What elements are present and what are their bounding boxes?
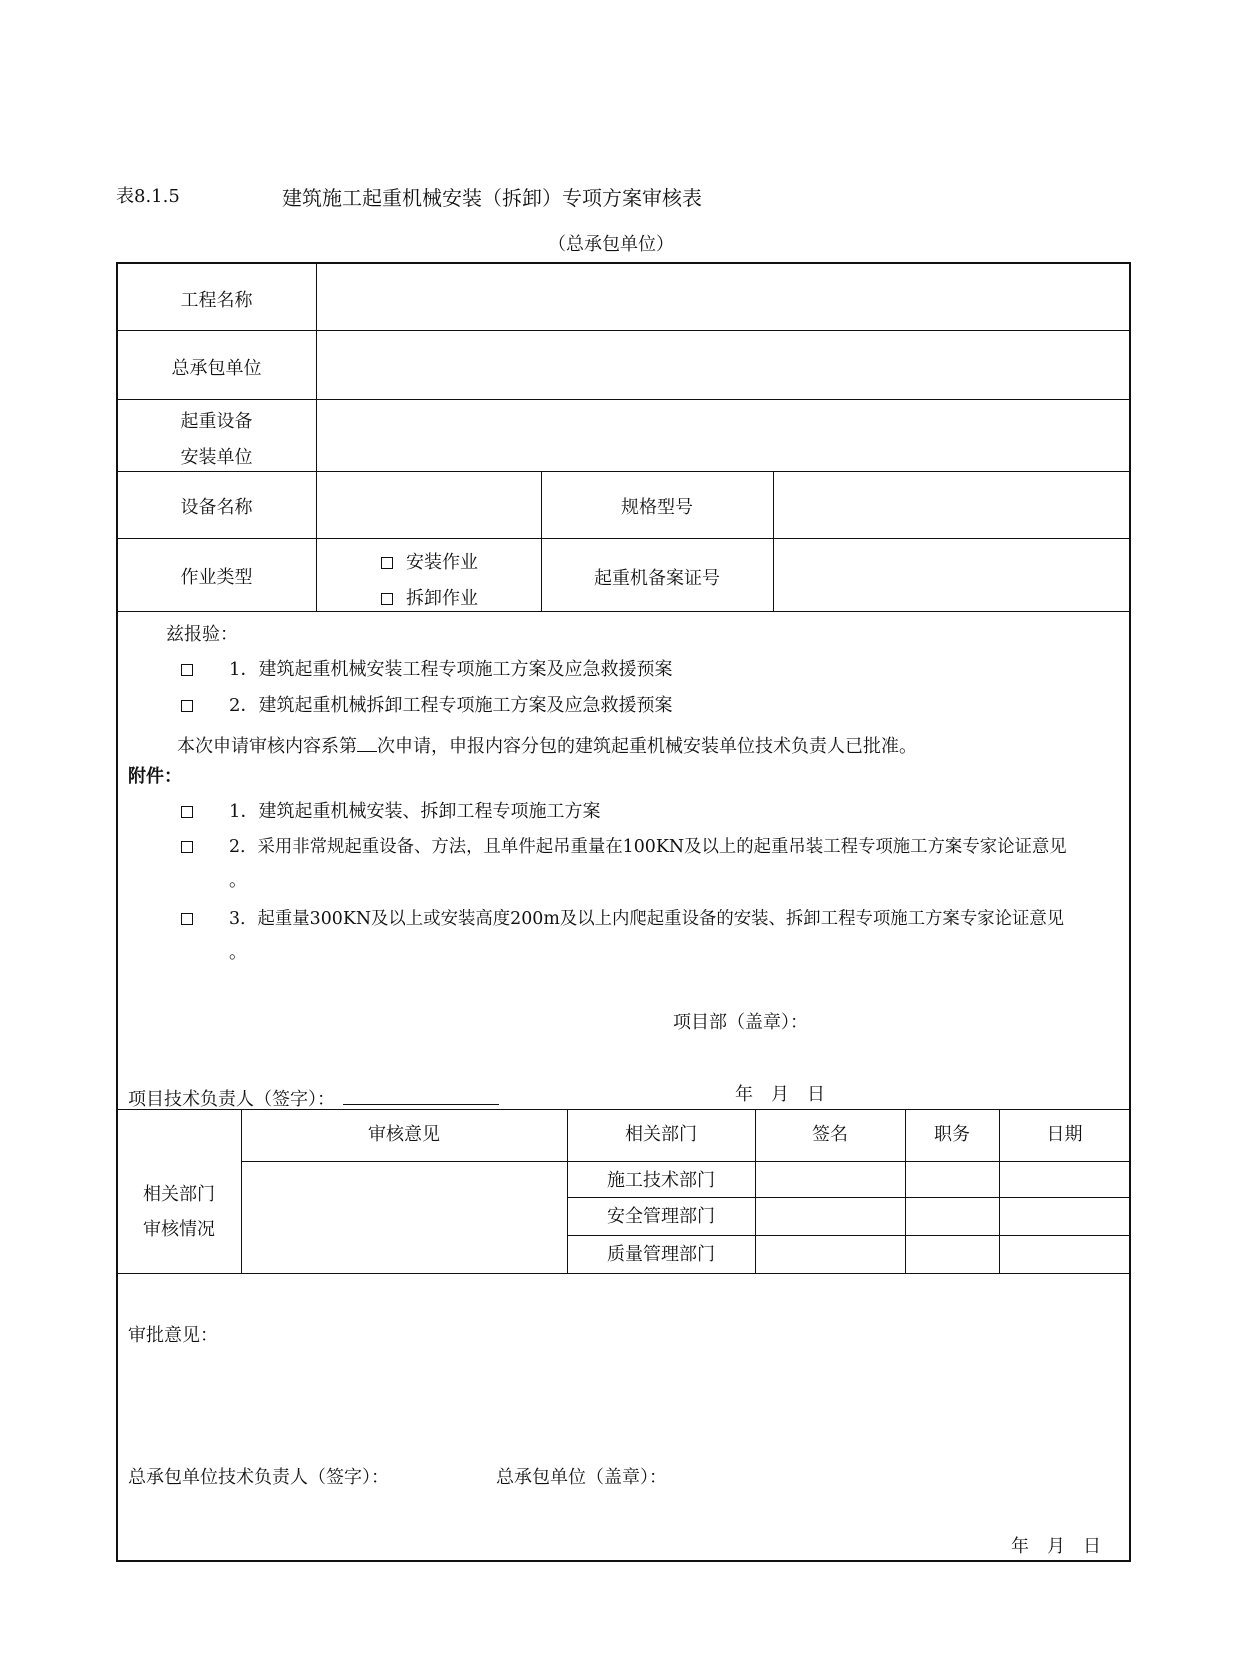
registration-no-field[interactable] — [777, 542, 1126, 608]
dismantle-option-label: 拆卸作业 — [406, 588, 478, 609]
approval-label: 审批意见： — [128, 1325, 218, 1346]
divider — [567, 1235, 1130, 1236]
report-item-2: 2．建筑起重机械拆卸工程专项施工方案及应急救援预案 — [229, 695, 673, 716]
label-installer-line2: 安装单位 — [180, 447, 253, 468]
approval-date: 年 月 日 — [1011, 1536, 1101, 1557]
attachment-1: 1．建筑起重机械安装、拆卸工程专项施工方案 — [229, 801, 601, 822]
divider — [117, 330, 1130, 331]
label-work-type: 作业类型 — [180, 567, 253, 588]
item1-checkbox[interactable] — [181, 664, 193, 676]
dept-safety: 安全管理部门 — [607, 1206, 715, 1227]
report-item-1: 1．建筑起重机械安装工程专项施工方案及应急救援预案 — [229, 659, 673, 680]
review-row-label-1: 相关部门 — [143, 1184, 215, 1205]
divider — [117, 1273, 1130, 1274]
divider — [117, 611, 1130, 612]
col-position: 职务 — [934, 1124, 970, 1145]
label-installer-line1: 起重设备 — [180, 411, 253, 432]
application-statement — [177, 731, 917, 758]
divider — [117, 399, 1130, 400]
signature-blank[interactable] — [343, 1084, 499, 1105]
label-project-name: 工程名称 — [180, 290, 253, 311]
divider — [117, 538, 1130, 539]
installer-field[interactable] — [320, 403, 1126, 468]
report-date: 年 月 日 — [735, 1084, 825, 1105]
install-checkbox[interactable] — [381, 557, 393, 569]
dept-quality: 质量管理部门 — [607, 1244, 715, 1265]
project-tech-lead-signature — [128, 1084, 499, 1111]
signature-label: 项目技术负责人（签字）： — [128, 1089, 335, 1110]
att2-checkbox[interactable] — [181, 841, 193, 853]
statement-text: 本次申请审核内容系第 — [177, 736, 357, 757]
divider — [773, 471, 774, 611]
label-registration-no: 起重机备案证号 — [594, 568, 720, 589]
attachment-3: 3．起重量300KN及以上或安装高度200m及以上内爬起重设备的安装、拆卸工程专项施工方案专家论证意见 — [229, 909, 1065, 929]
label-spec-model: 规格型号 — [621, 497, 693, 518]
project-name-field[interactable] — [320, 265, 1126, 327]
project-dept-seal: 项目部（盖章）： — [673, 1012, 808, 1033]
review-row-label-2: 审核情况 — [143, 1219, 215, 1240]
contractor-tech-lead-signature: 总承包单位技术负责人（签字）： — [128, 1467, 389, 1488]
approval-opinion-field[interactable] — [124, 1352, 1124, 1452]
table-number: 表8.1.5 — [116, 186, 180, 207]
equipment-name-field[interactable] — [320, 475, 538, 535]
item2-checkbox[interactable] — [181, 700, 193, 712]
att1-checkbox[interactable] — [181, 806, 193, 818]
contractor-seal: 总承包单位（盖章）： — [496, 1467, 667, 1488]
col-department: 相关部门 — [625, 1124, 697, 1145]
general-contractor-field[interactable] — [320, 334, 1126, 396]
divider — [241, 1161, 1130, 1162]
label-general-contractor: 总承包单位 — [171, 358, 262, 379]
col-signature: 签名 — [812, 1124, 848, 1145]
col-date: 日期 — [1046, 1124, 1083, 1145]
divider — [316, 262, 317, 611]
attachments-heading: 附件： — [128, 766, 182, 787]
attachment-2-continued: 。 — [229, 870, 247, 891]
divider — [117, 471, 1130, 472]
application-count-blank[interactable] — [357, 731, 377, 752]
dismantle-checkbox[interactable] — [381, 593, 393, 605]
col-opinion: 审核意见 — [368, 1124, 440, 1145]
divider — [567, 1197, 1130, 1198]
dept-construction-tech: 施工技术部门 — [607, 1170, 715, 1191]
attachment-2: 2．采用非常规起重设备、方法，且单件起吊重量在100KN及以上的起重吊装工程专项施工方案专家论证意见 — [229, 837, 1067, 857]
att3-checkbox[interactable] — [181, 913, 193, 925]
review-opinion-field[interactable] — [245, 1165, 563, 1269]
divider — [541, 471, 542, 611]
form-title: 建筑施工起重机械安装（拆卸）专项方案审核表 — [282, 186, 702, 210]
install-option-label: 安装作业 — [406, 552, 478, 573]
label-equipment-name: 设备名称 — [180, 497, 253, 518]
spec-model-field[interactable] — [777, 475, 1126, 535]
report-intro: 兹报验： — [166, 624, 238, 645]
form-subtitle: （总承包单位） — [548, 234, 674, 255]
attachment-3-continued: 。 — [229, 942, 247, 963]
statement-text: 次申请，申报内容分包的建筑起重机械安装单位技术负责人已批准。 — [377, 736, 917, 757]
